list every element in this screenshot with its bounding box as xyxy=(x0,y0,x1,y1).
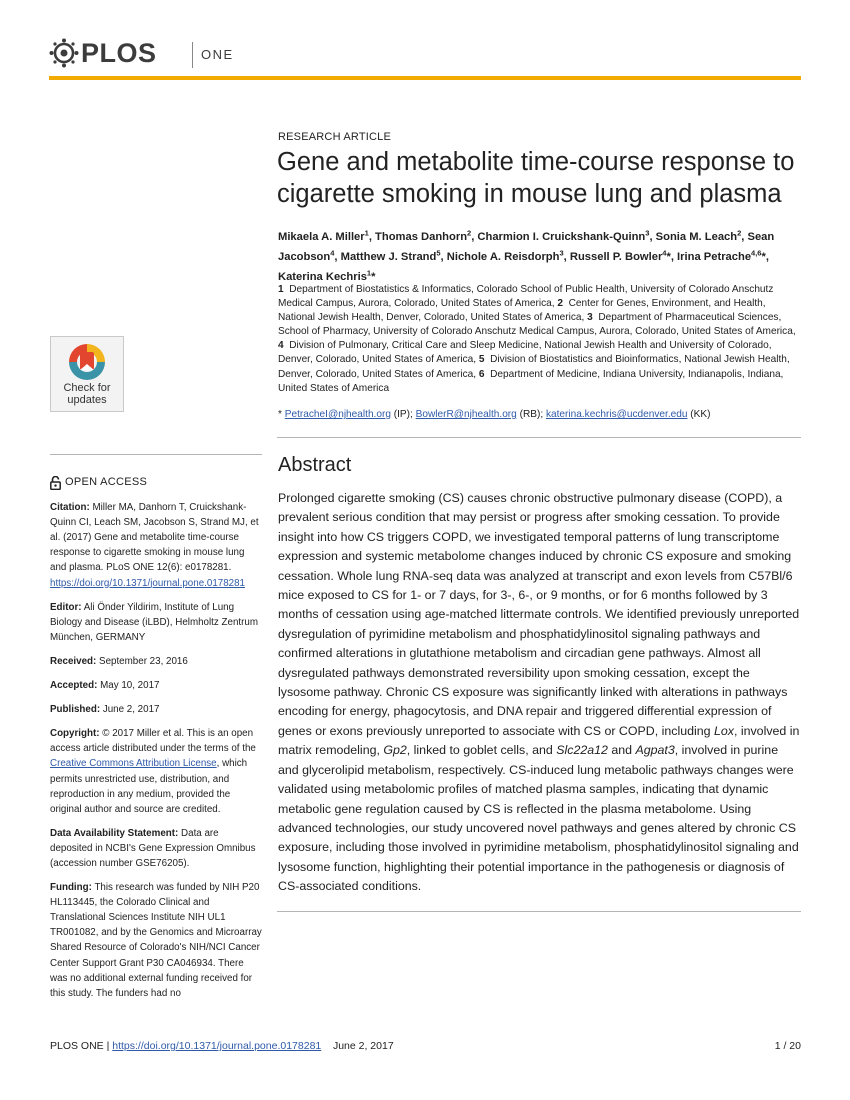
section-rule xyxy=(277,437,801,438)
email-link-kk[interactable]: katerina.kechris@ucdenver.edu xyxy=(545,409,688,420)
copyright-text-end: , which permits unrestricted use, distribution, and reproduction in any medium, provided the original author and source are credited. xyxy=(50,758,248,815)
editor xyxy=(50,600,262,645)
data-availability-label: Data Availability Statement: xyxy=(50,827,179,839)
author: Nichole A. Reisdorph$^3$, xyxy=(446,248,570,263)
email-link-ip[interactable]: PetracheI@njhealth.org xyxy=(284,409,391,420)
data-availability xyxy=(50,826,262,871)
footer-journal: PLOS ONE xyxy=(50,1040,104,1052)
logo-one: ONE xyxy=(201,47,234,62)
page-number: 1 / 20 xyxy=(774,1040,801,1052)
citation xyxy=(50,500,262,591)
accepted-date: May 10, 2017 xyxy=(100,680,160,692)
author: Sonia M. Leach$^2$, xyxy=(655,228,748,243)
logo-divider xyxy=(192,42,193,68)
citation-doi-link[interactable]: https://doi.org/10.1371/journal.pone.0178281 xyxy=(50,577,246,589)
page-footer: PLOS ONE | https://doi.org/10.1371/journal.pone.0178281 June 2, 2017 1 / 20 xyxy=(50,1040,801,1052)
open-access xyxy=(50,475,262,490)
open-access-label: OPEN ACCESS xyxy=(65,476,148,488)
correspondence: * PetracheI@njhealth.org (IP); BowlerR@njhealth.org (RB); katerina.kechris@ucdenver.edu (KK) xyxy=(278,409,711,420)
cfu-line2: updates xyxy=(67,394,107,406)
author: Charmion I. Cruickshank-Quinn$^3$, xyxy=(477,228,656,243)
author: Sean Jacobson$^4$, xyxy=(278,230,775,263)
check-for-updates-label xyxy=(51,382,123,406)
check-for-updates-icon xyxy=(67,343,107,381)
data-availability-text: Data are deposited in NCBI's Gene Expression Omnibus (accession number GSE76205). xyxy=(50,827,256,869)
published xyxy=(50,702,262,717)
email-link-rb[interactable]: BowlerR@njhealth.org xyxy=(415,409,517,420)
funding-label: Funding: xyxy=(50,882,92,894)
article-type-label: RESEARCH ARTICLE xyxy=(278,131,392,143)
published-label: Published: xyxy=(50,704,101,716)
copyright-text: © 2017 Miller et al. This is an open access article distributed under the terms of the xyxy=(50,728,256,755)
accepted-label: Accepted: xyxy=(50,680,98,692)
license-link[interactable]: Creative Commons Attribution License xyxy=(50,758,217,770)
received-label: Received: xyxy=(50,655,97,667)
abstract-end-rule xyxy=(277,911,801,912)
journal-header xyxy=(49,36,801,80)
copyright xyxy=(50,726,262,817)
published-date: June 2, 2017 xyxy=(102,704,160,716)
funding-text: This research was funded by NIH P20 HL113445, the Colorado Clinical and Translational Sciences Institute NIH UL1 TR001082, and by the Genomics and Microarray Shared Resource of Colorado's NIH/NCI Cancer Center Support Grant P30 CA046934. There was no additional external funding received for this study. The funders had no xyxy=(50,882,262,999)
editor-label: Editor: xyxy=(50,601,82,613)
author: Irina Petrache$^{4,6}$*, xyxy=(677,248,769,263)
abstract-body: Prolonged cigarette smoking (CS) causes chronic obstructive pulmonary disease (COPD), a prevalent serious condition that may persist or progress after smoking cessation. To provide insight into how CS triggers COPD, we investigated temporal patterns of lung transcriptome expression and systemic metabolome changes induced by chronic CS exposure and smoking cessation. Whole lung RNA-seq data was analyzed at transcript and exon levels from C57Bl/6 mice exposed to CS for 1- or 7 days, for 3-, 6-, or 9 months, or for 6 months followed by 3 months of cessation using age-matched littermate controls. We identified previously unreported dysregulation of pyrimidine metabolism and phosphatidylinositol signaling pathways and confirmed alterations in glutathione metabolism and circadian gene pathways. Almost all dysregulated pathways demonstrated reversibility upon smoking cessation, except the lysosome pathway. Chronic CS exposure was significantly linked with alterations in pathways encoding for energy, phagocytosis, and DNA repair and triggered differential expression of genes or exons previously unreported to associate with CS or COPD, including Lox, involved in matrix remodeling, Gp2, linked to goblet cells, and Slc22a12 and Agpat3, involved in purine and glycerolipid metabolism, respectively. CS-induced lung metabolic pathways changes were validated using metabolomic profiles of matched plasma samples, indicating that dynamic metabolic gene regulation caused by CS is reflected in the plasma metabolome. Using advanced technologies, our study uncovered novel pathways and genes altered by chronic CS exposure, including those involved in pyrimidine metabolism, phosphatidylinositol signaling and lysosome function, highlighting their potential importance in the pathogenesis or diagnosis of CS-associated conditions. xyxy=(278,491,800,894)
sidebar xyxy=(50,454,262,1010)
citation-label: Citation: xyxy=(50,502,90,514)
corr-star: * xyxy=(278,409,282,420)
article-title: Gene and metabolite time-course response to cigarette smoking in mouse lung and plasma xyxy=(277,148,795,208)
plos-logo-icon xyxy=(49,38,79,68)
received xyxy=(50,654,262,669)
author-list xyxy=(278,225,808,286)
accepted xyxy=(50,678,262,693)
header-rule xyxy=(49,76,801,80)
author: Matthew J. Strand$^5$, xyxy=(340,248,447,263)
footer-doi-link[interactable]: https://doi.org/10.1371/journal.pone.0178281 xyxy=(112,1040,322,1052)
affiliations: 1 Department of Biostatistics & Informatics, Colorado School of Public Health, University of Colorado Anschutz Medical Campus, Aurora, Colorado, United States of America, 2 Center for Genes, Environment, and Health, National Jewish Health, Denver, Colorado, United States of America, 3 Department of Pharmaceutical Sciences, School of Pharmacy, University of Colorado Anschutz Medical Campus, Aurora, Colorado, United States of America, 4 Division of Pulmonary, Critical Care and Sleep Medicine, National Jewish Health and University of Colorado, Denver, Colorado, United States of America, 5 Division of Biostatistics and Bioinformatics, National Jewish Health, Denver, Colorado, United States of America, 6 Department of Medicine, Indiana University, Indianapolis, Indiana, United States of America xyxy=(278,284,796,394)
received-date: September 23, 2016 xyxy=(99,655,188,667)
sidebar-rule xyxy=(50,454,262,455)
author: Thomas Danhorn$^2$, xyxy=(375,228,478,243)
abstract-heading: Abstract xyxy=(278,454,352,476)
copyright-label: Copyright: xyxy=(50,728,100,740)
citation-text: Miller MA, Danhorn T, Cruickshank-Quinn CI, Leach SM, Jacobson S, Strand MJ, et al. (2017) Gene and metabolite time-course response to cigarette smoking in mouse lung and plasma. PLoS ONE 12(6): e0178281. xyxy=(50,502,259,574)
editor-text: Ali Önder Yildirim, Institute of Lung Biology and Disease (iLBD), Helmholtz Zentrum München, GERMANY xyxy=(50,601,258,643)
author: Russell P. Bowler$^4$*, xyxy=(569,248,678,263)
funding xyxy=(50,880,262,1001)
footer-date: June 2, 2017 xyxy=(332,1040,394,1052)
open-lock-icon xyxy=(50,476,61,490)
author: Katerina Kechris$^1$* xyxy=(278,268,376,284)
cfu-line1: Check for xyxy=(63,382,111,394)
check-for-updates-button[interactable] xyxy=(50,336,124,412)
logo-word: PLOS xyxy=(81,38,157,68)
author: Mikaela A. Miller$^1$, xyxy=(278,228,376,243)
